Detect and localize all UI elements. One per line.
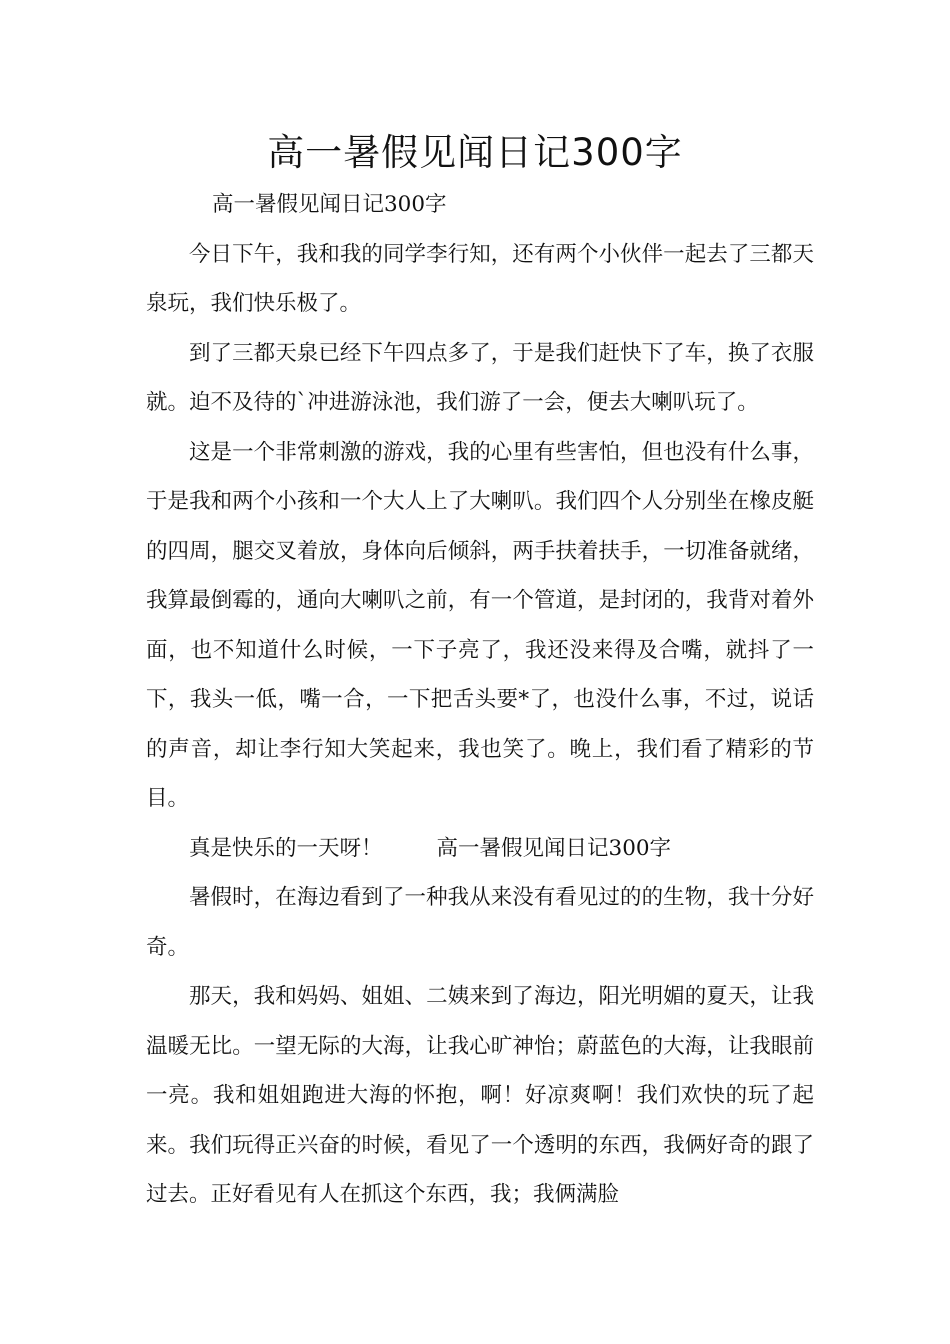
closing-paragraph [146,824,814,874]
document-body [146,180,814,1220]
paragraph-2: 到了三都天泉已经下午四点多了，于是我们赶快下了车，换了衣服就。迫不及待的`冲进游泳池，我们游了一会，便去大喇叭玩了。 [146,340,814,415]
paragraph-1: 今日下午，我和我的同学李行知，还有两个小伙伴一起去了三都天泉玩，我们快乐极了。 [146,241,814,316]
closing-line: 真是快乐的一天呀！ [189,835,383,861]
paragraph-5: 那天，我和妈妈、姐姐、二姨来到了海边，阳光明媚的夏天，让我温暖无比。一望无际的大海，让我心旷神怡；蔚蓝色的大海，让我眼前一亮。我和姐姐跑进大海的怀抱，啊！好凉爽啊！我们欢快的玩了起来。我们玩得正兴奋的时候，看见了一个透明的东西，我俩好奇的跟了过去。正好看见有人在抓这个东西，我；我俩满脸 [146,984,814,1207]
paragraph-3: 这是一个非常刺激的游戏，我的心里有些害怕，但也没有什么事，于是我和两个小孩和一个大人上了大喇叭。我们四个人分别坐在橡皮艇的四周，腿交叉着放，身体向后倾斜，两手扶着扶手，一切准备就绪，我算最倒霉的，通向大喇叭之前，有一个管道，是封闭的，我背对着外面，也不知道什么时候，一下子亮了，我还没来得及合嘴，就抖了一下，我头一低，嘴一合，一下把舌头要*了，也没什么事，不过，说话的声音，却让李行知大笑起来，我也笑了。晚上，我们看了精彩的节目。 [146,439,814,811]
document-title: 高一暑假见闻日记300字 [267,131,683,174]
second-heading: 高一暑假见闻日记300字 [436,835,672,861]
document-subtitle: 高一暑假见闻日记300字 [212,192,447,217]
paragraph-4: 暑假时，在海边看到了一种我从来没有看见过的的生物，我十分好奇。 [146,885,814,960]
